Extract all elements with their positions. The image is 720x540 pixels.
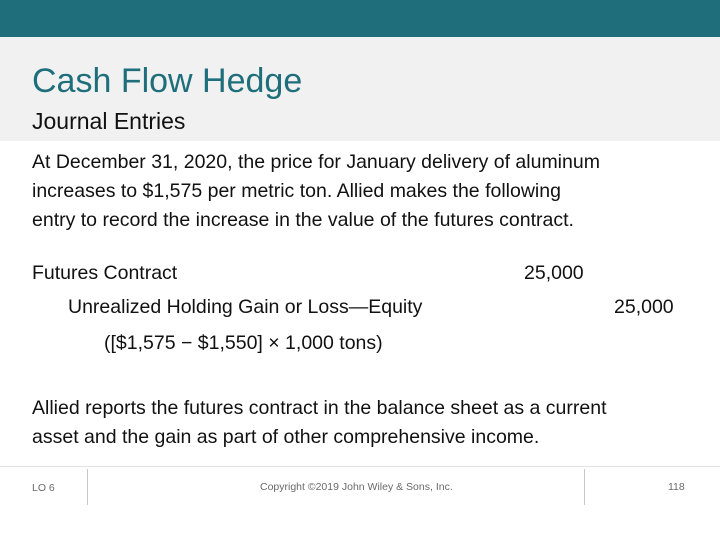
closing-line: Allied reports the futures contract in the balance sheet as a current (32, 397, 607, 419)
intro-paragraph (32, 148, 692, 235)
intro-line: entry to record the increase in the value of the futures contract. (32, 209, 574, 231)
intro-line: At December 31, 2020, the price for January delivery of aluminum (32, 151, 600, 173)
learning-objective: LO 6 (32, 482, 55, 494)
slide-title: Cash Flow Hedge (32, 62, 303, 100)
debit-account: Futures Contract (32, 262, 178, 284)
debit-amount: 25,000 (524, 262, 584, 284)
slide-subtitle: Journal Entries (32, 108, 186, 134)
closing-line: asset and the gain as part of other comprehensive income. (32, 426, 540, 448)
credit-amount: 25,000 (614, 296, 674, 318)
credit-account: Unrealized Holding Gain or Loss—Equity (68, 296, 423, 318)
footer-divider (0, 466, 720, 467)
footer-right-box (584, 469, 720, 505)
intro-line: increases to $1,575 per metric ton. Allied makes the following (32, 180, 561, 202)
page-number: 118 (668, 481, 685, 493)
closing-paragraph (32, 394, 702, 452)
copyright-text: Copyright ©2019 John Wiley & Sons, Inc. (260, 481, 453, 493)
computation-note: ([$1,575 − $1,550] × 1,000 tons) (104, 332, 383, 354)
top-accent-bar (0, 0, 720, 37)
